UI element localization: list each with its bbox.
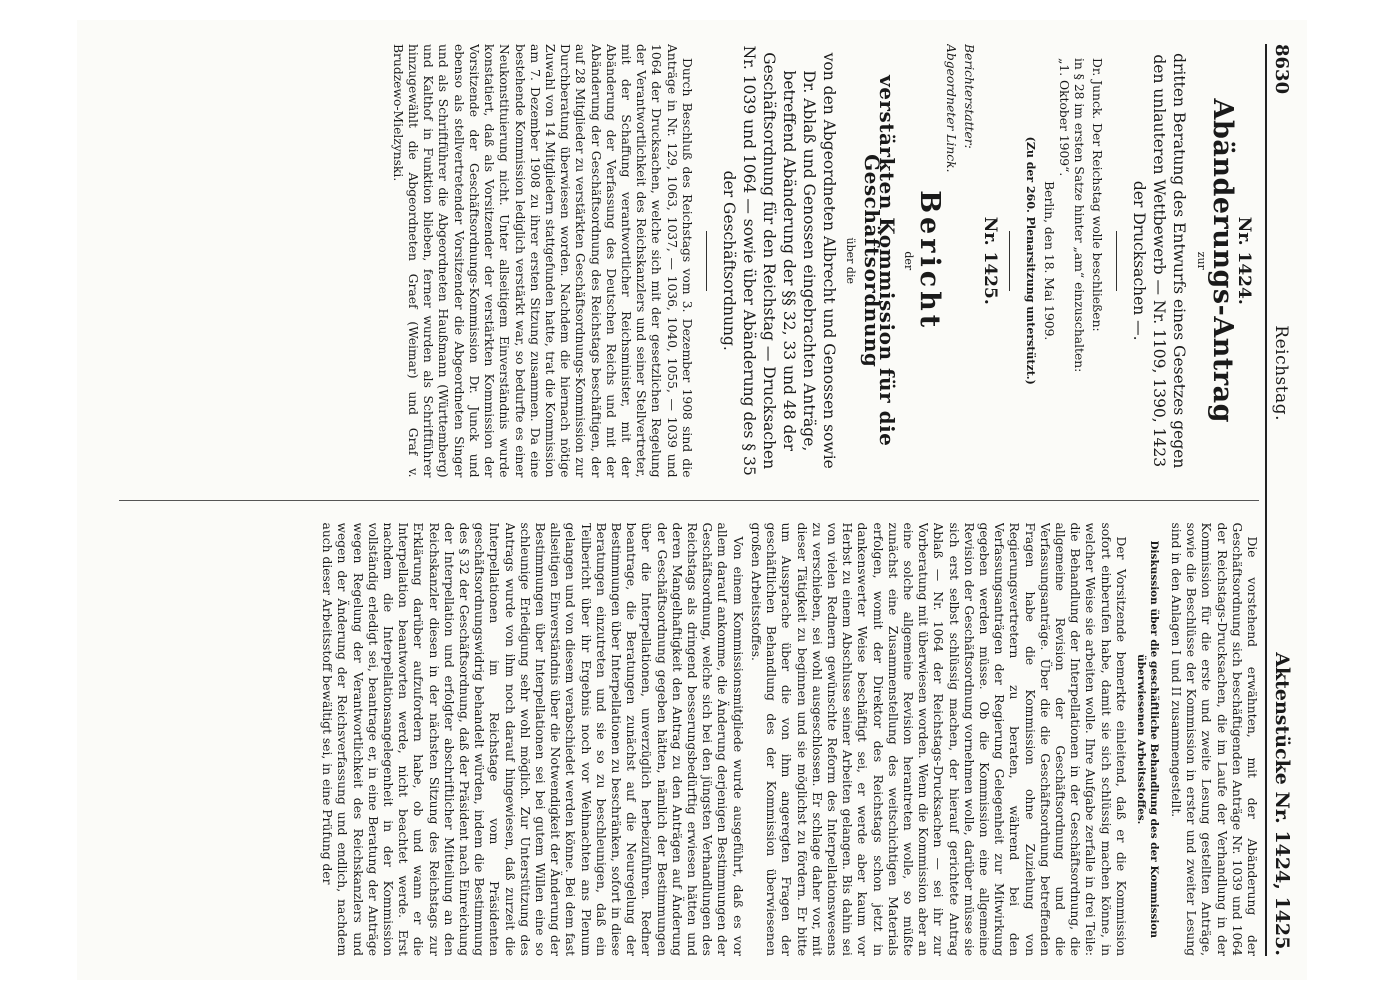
- document-page: [77, 20, 1307, 980]
- der-label: der: [901, 251, 915, 271]
- commission-name: verstärkten Kommission für die Geschäftsordnung: [859, 75, 899, 447]
- right-paragraph-2: Der Vorsitzende bemerkte einleitend, daß er die Kommission sofort einberufen habe, damit sie sich schlüssig machen könne, in welcher Weise sie arbeiten wolle. Ihre Aufgabe zerfalle in drei Teile: die Behandlung der Interpellationen in der Geschäftsordnung, die allgemeine Revision der Geschäftsordnung und die Verfassungsanträge. Über die die Geschäftsordnung betreffenden Fragen habe die Kommission ohne Zuziehung von Regierungsvertretern zu beraten, während bei den Verfassungsanträgen der Regierung Gelegenheit zur Mitwirkung gegeben werden müsse. Ob die Kommission eine allgemeine Revision der Geschäftsordnung vornehmen wolle, darüber müsse sie sich erst selbst schlüssig machen, der hierauf gerichtete Antrag Ablaß — Nr. 1064 der Reichstags-Drucksachen — sei ihr zur Vorberatung mit überwiesen worden. Wenn die Kommission aber an eine solche allgemeine Revision herantreten wolle, so müßte zunächst eine Zusammenstellung des weitschichtigen Materials erfolgen, womit der Direktor des Reichstags schon jetzt in dankenswerter Weise beschäftigt sei, er werde aber kaum vor Herbst zu einem Abschlusse seiner Arbeiten gelangen. Bis dahin sei von vielen Rednern gewünschte Reform des Interpellationswesens zu verschieben, sei wohl ausgeschlossen. Er schlage daher vor, mit dieser Tätigkeit zu beginnen und sie möglichst zu fördern. Er bitte um Aussprache über die von ihm angeregten Fragen der geschäftlichen Behandlung des der Kommission überwiesenen großen Arbeitsstoffes.: [748, 522, 1128, 956]
- zur-label: zur: [1194, 251, 1208, 270]
- right-paragraph-1: Die vorstehend erwähnten, mit der Abänderung der Geschäftsordnung sich beschäftigenden Anträge Nr. 1039 und 1064 der Reichstags-Drucksachen, die im Laufe der Verhandlung in der Kommission für die erste und zweite Lesung gestellten Anträge, sowie die Beschlüsse der Kommission in erster und zweiter Lesung sind in den Anlagen I und II zusammengestellt.: [1168, 522, 1259, 956]
- place-date: Berlin, den 18. Mai 1909.: [1041, 181, 1056, 341]
- document-number-1425: Nr. 1425.: [979, 216, 1000, 305]
- motion-date-insert: „1. Oktober 1909“.: [1056, 58, 1071, 177]
- reporter-name: Abgeordneter Linck.: [943, 44, 958, 173]
- support-note: (Zu der 260. Plenarsitzung unterstützt.): [1023, 136, 1037, 385]
- column-divider: [119, 500, 1259, 501]
- header-center: Reichstag.: [1270, 325, 1291, 422]
- report-paragraph-1: Durch Beschluß des Reichstags vom 3. Dezember 1908 sind die Anträge in Nr. 129, 1063, 1037, — 1036, 1040, 1055, — 1039 und 1064 der Drucksachen, welche sich mit der gesetzlichen Regelung der Verantwortlichkeit des Reichskanzlers und seiner Stellvertreter, mit der Schaffung verantwortlicher Reichsminister, mit der Abänderung der Verfassung des Deutschen Reichs und mit der Abänderung der Geschäftsordnung des Reichstags beschäftigen, der auf 28 Mitglieder zu verstärkten Geschäftsordnungs-Kommission zur Durchberatung überwiesen worden. Nachdem die hiernach nötige Zuwahl von 14 Mitgliedern stattgefunden hatte, trat die Kommission am 7. Dezember 1908 zu ihrer ersten Sitzung zusammen. Da eine bestehende Kommission lediglich verstärkt war, so bedurfte es einer Neukonstituierung nicht. Unter allseitigem Einverständnis wurde konstatiert, daß als Vorsitzender der verstärkten Kommission der Vorsitzende der Geschäftsordnungs-Kommission Dr. Junck und ebenso als stellvertretender Vorsitzender die Abgeordneten Singer und als Schriftführer die Abgeordneten Haußmann (Württemberg) und Kalthof in Funktion blieben, ferner wurden als Schriftführer hinzugewählt die Abgeordneten Graef (Weimar) und Graf v. Brudzewo-Mielzynski.: [390, 44, 694, 478]
- motion-text: in § 28 im ersten Satze hinter „am“ einzuschalten:: [1071, 58, 1086, 373]
- discussion-heading: Diskussion über die geschäftliche Behandlung des der Kommission überwiesenen Arbeitsstoffes.: [1134, 540, 1160, 939]
- page-number: 8630: [1270, 44, 1292, 95]
- amendment-description: dritten Beratung des Entwurfs eines Gesetzes gegen den unlauteren Wettbewerb — Nr. 1109, 1390, 1423 der Drucksachen —.: [1129, 53, 1188, 469]
- ueber-label: über die: [843, 237, 857, 284]
- separator: [1009, 231, 1010, 291]
- columns: [119, 44, 1259, 956]
- header-right: Aktenstücke Nr. 1424, 1425.: [1270, 652, 1293, 956]
- right-column: [119, 523, 1259, 957]
- report-title: Bericht: [913, 190, 945, 332]
- amendment-title: Abänderungs-Antrag: [1206, 98, 1238, 423]
- document-number-1424: Nr. 1424.: [1233, 216, 1254, 305]
- left-column: [119, 44, 1259, 478]
- separator: [705, 231, 706, 291]
- motion-intro: Dr. Junck. Der Reichstag wolle beschließen:: [1089, 58, 1104, 332]
- separator: [1116, 231, 1117, 291]
- right-paragraph-3: Von einem Kommissionsmitgliede wurde ausgeführt, daß es vor allem darauf ankomme, die Änderung derjenigen Bestimmungen der Geschäftsordnung, welche sich bei den jüngsten Verhandlungen des Reichstags als dringend besserungsbedürftig erwiesen hätten und deren Mangelhaftigkeit den Antrag zu den Anträgen auf Änderung der Geschäftsordnung gegeben hätten, nämlich der Bestimmungen über die Interpellationen, unverzüglich herbeizuführen. Redner beantrage, die Beratungen zunächst auf die Neuregelung der Bestimmungen über Interpellationen zu beschränken, sofort in diese Beratungen einzutreten und sie so zu beschleunigen, daß ein Teilbericht über ihr Ergebnis noch vor Weihnachten ans Plenum gelangen und von diesem verabschiedet werden könne. Bei dem fast allseitigen Einverständnis über die Notwendigkeit der Änderung der Bestimmungen über Interpellationen sei bei gutem Willen eine so schleunige Erledigung sehr wohl möglich. Zur Unterstützung des Antrags wurde von ihm noch darauf hingewiesen, daß zurzeit die Interpellationen im Reichstage vom Präsidenten geschäftsordnungswidrig behandelt würden, indem die Bestimmung des § 32 der Geschäftsordnung, daß der Präsident nach Einreichung der Interpellation und erfolgter abschriftlicher Mitteilung an den Reichskanzler diesen in der nächsten Sitzung des Reichstags zur Erklärung darüber aufzufordern habe, ob und wann er die Interpellation beantworten werde, nicht beachtet werde. Erst nachdem die Interpellationsangelegenheit in der Kommission vollständig erledigt sei, beantrage er, in eine Beratung der Anträge wegen Regelung der Verantwortlichkeit des Reichskanzlers und wegen der Änderung der Reichsverfassung und endlich, nachdem auch dieser Arbeitsstoff bewältigt sei, in eine Prüfung der: [319, 522, 745, 956]
- reporter-label: Berichterstatter:: [961, 44, 976, 149]
- report-subject: von den Abgeordneten Albrecht und Genossen sowie Dr. Ablaß und Genossen eingebrachten Anträge, betreffend Abänderung der §§ 32, 33 und 48 der Geschäftsordnung für den Reichstag — Drucksachen Nr. 1039 und 1064 — sowie über Abänderung des § 35 der Geschäftsordnung.: [719, 45, 838, 476]
- page-header: [1265, 44, 1293, 956]
